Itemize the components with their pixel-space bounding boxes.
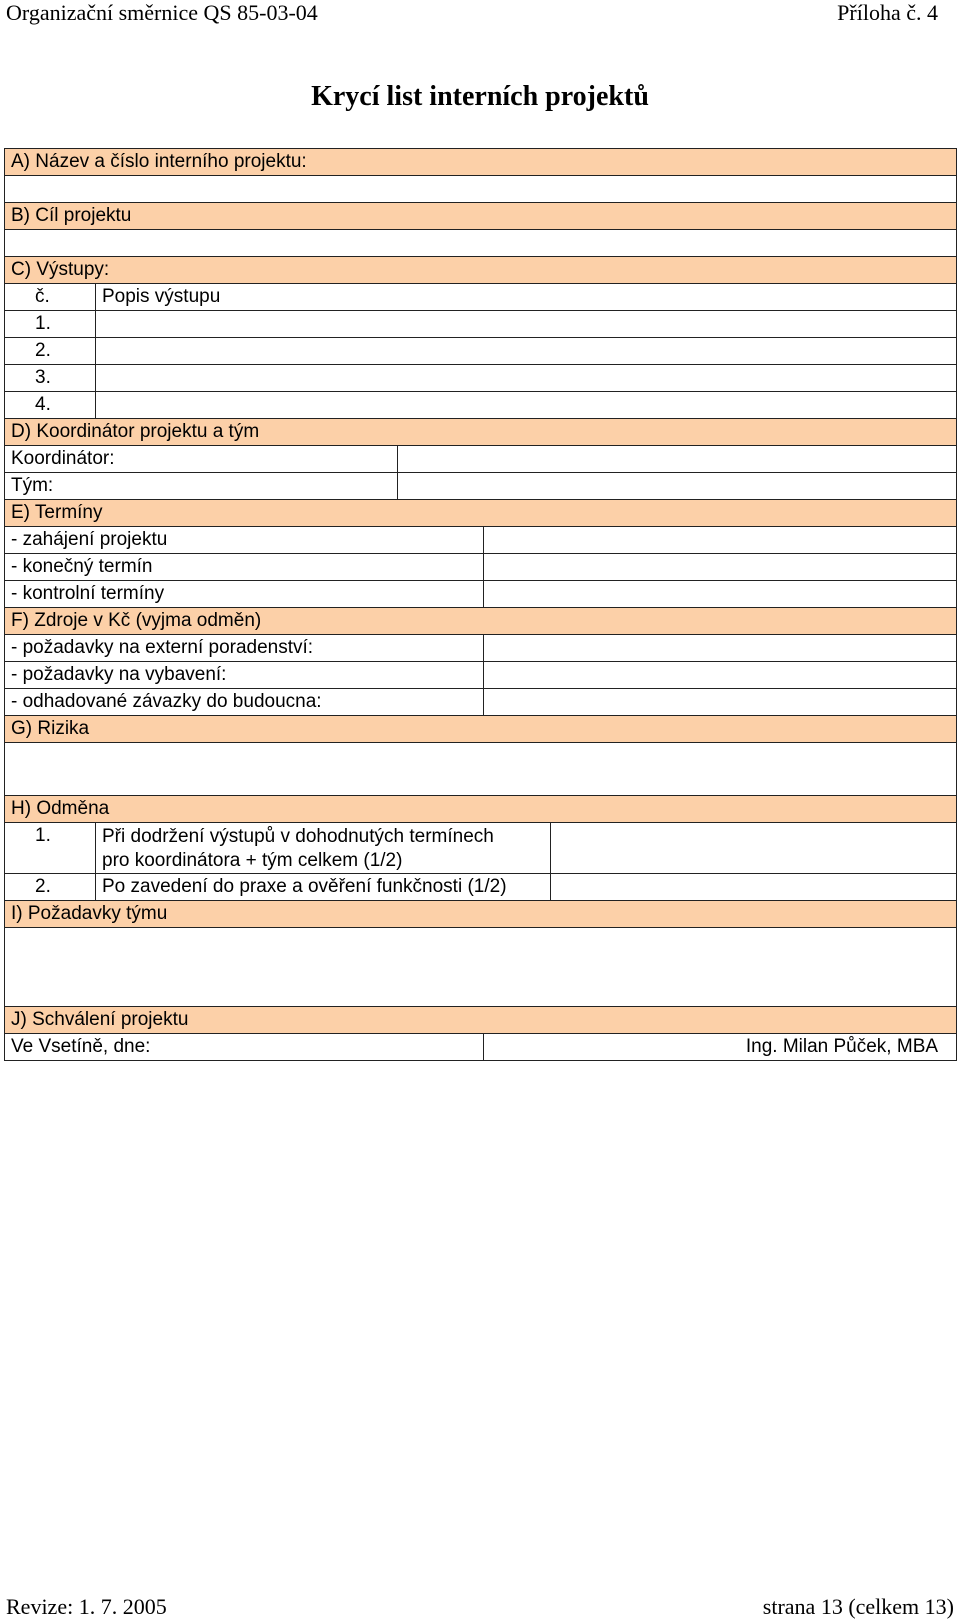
section-j-row (5, 1007, 957, 1034)
section-a-row (5, 149, 957, 176)
consulting-field[interactable] (484, 635, 957, 662)
risks-field[interactable] (5, 743, 957, 796)
future-liabilities-row (5, 689, 957, 716)
team-requirements-field-row (5, 928, 957, 1007)
section-g-label: G) Rizika (5, 716, 957, 743)
reward-description (96, 823, 551, 874)
output-description-field[interactable] (96, 338, 957, 365)
output-description-field[interactable] (96, 311, 957, 338)
control-dates-row (5, 581, 957, 608)
section-e-row (5, 500, 957, 527)
reward-row-1 (5, 823, 957, 874)
header-attachment-number: Příloha č. 4 (837, 0, 938, 25)
section-j-label: J) Schválení projektu (5, 1007, 957, 1034)
reward-number: 2. (5, 874, 96, 901)
future-liabilities-label: - odhadované závazky do budoucna: (5, 689, 484, 716)
reward-description: Po zavedení do praxe a ověření funkčnosti (1/2) (96, 874, 551, 901)
section-d-row (5, 419, 957, 446)
section-b-field-row (5, 230, 957, 257)
footer-page-number: strana 13 (celkem 13) (762, 1594, 954, 1619)
section-g-row (5, 716, 957, 743)
section-d-label: D) Koordinátor projektu a tým (5, 419, 957, 446)
team-field[interactable] (398, 473, 957, 500)
outputs-col-description: Popis výstupu (96, 284, 957, 311)
future-liabilities-field[interactable] (484, 689, 957, 716)
team-requirements-field[interactable] (5, 928, 957, 1007)
control-dates-field[interactable] (484, 581, 957, 608)
coordinator-row (5, 446, 957, 473)
output-row (5, 392, 957, 419)
start-date-field[interactable] (484, 527, 957, 554)
output-row (5, 338, 957, 365)
page-title (0, 80, 960, 114)
section-i-label: I) Požadavky týmu (5, 901, 957, 928)
section-f-label: F) Zdroje v Kč (vyjma odměn) (5, 608, 957, 635)
section-b-row (5, 203, 957, 230)
start-date-row (5, 527, 957, 554)
equipment-row (5, 662, 957, 689)
outputs-header-row (5, 284, 957, 311)
end-date-field[interactable] (484, 554, 957, 581)
output-number: 2. (5, 338, 96, 365)
section-a-field-row (5, 176, 957, 203)
control-dates-label: - kontrolní termíny (5, 581, 484, 608)
approval-row (5, 1034, 957, 1061)
team-label: Tým: (5, 473, 398, 500)
section-b-label: B) Cíl projektu (5, 203, 957, 230)
reward-number: 1. (5, 823, 96, 874)
output-row (5, 311, 957, 338)
output-description-field[interactable] (96, 392, 957, 419)
reward-amount-field[interactable] (551, 874, 957, 901)
section-e-label: E) Termíny (5, 500, 957, 527)
section-a-label: A) Název a číslo interního projektu: (5, 149, 957, 176)
project-name-field[interactable] (5, 176, 957, 203)
output-number: 3. (5, 365, 96, 392)
section-c-row (5, 257, 957, 284)
equipment-label: - požadavky na vybavení: (5, 662, 484, 689)
reward-description-line: Při dodržení výstupů v dohodnutých termínech (102, 826, 494, 847)
start-date-label: - zahájení projektu (5, 527, 484, 554)
project-goal-field[interactable] (5, 230, 957, 257)
reward-row-2 (5, 874, 957, 901)
section-h-label: H) Odměna (5, 796, 957, 823)
coordinator-field[interactable] (398, 446, 957, 473)
coordinator-label: Koordinátor: (5, 446, 398, 473)
output-description-field[interactable] (96, 365, 957, 392)
end-date-label: - konečný termín (5, 554, 484, 581)
section-c-label: C) Výstupy: (5, 257, 957, 284)
consulting-row (5, 635, 957, 662)
approval-signer: Ing. Milan Půček, MBA (484, 1034, 957, 1061)
outputs-col-number: č. (5, 284, 96, 311)
section-h-row (5, 796, 957, 823)
reward-description-line: pro koordinátora + tým celkem (1/2) (102, 850, 403, 871)
footer-revision: Revize: 1. 7. 2005 (6, 1594, 167, 1619)
output-row (5, 365, 957, 392)
project-cover-form (4, 148, 957, 1061)
output-number: 1. (5, 311, 96, 338)
output-number: 4. (5, 392, 96, 419)
approval-place-date[interactable]: Ve Vsetíně, dne: (5, 1034, 484, 1061)
risks-field-row (5, 743, 957, 796)
section-i-row (5, 901, 957, 928)
section-f-row (5, 608, 957, 635)
reward-amount-field[interactable] (551, 823, 957, 874)
consulting-label: - požadavky na externí poradenství: (5, 635, 484, 662)
end-date-row (5, 554, 957, 581)
header-document-id: Organizační směrnice QS 85-03-04 (6, 0, 318, 25)
team-row (5, 473, 957, 500)
page-title-text: Krycí list interních projektů (311, 81, 649, 112)
equipment-field[interactable] (484, 662, 957, 689)
